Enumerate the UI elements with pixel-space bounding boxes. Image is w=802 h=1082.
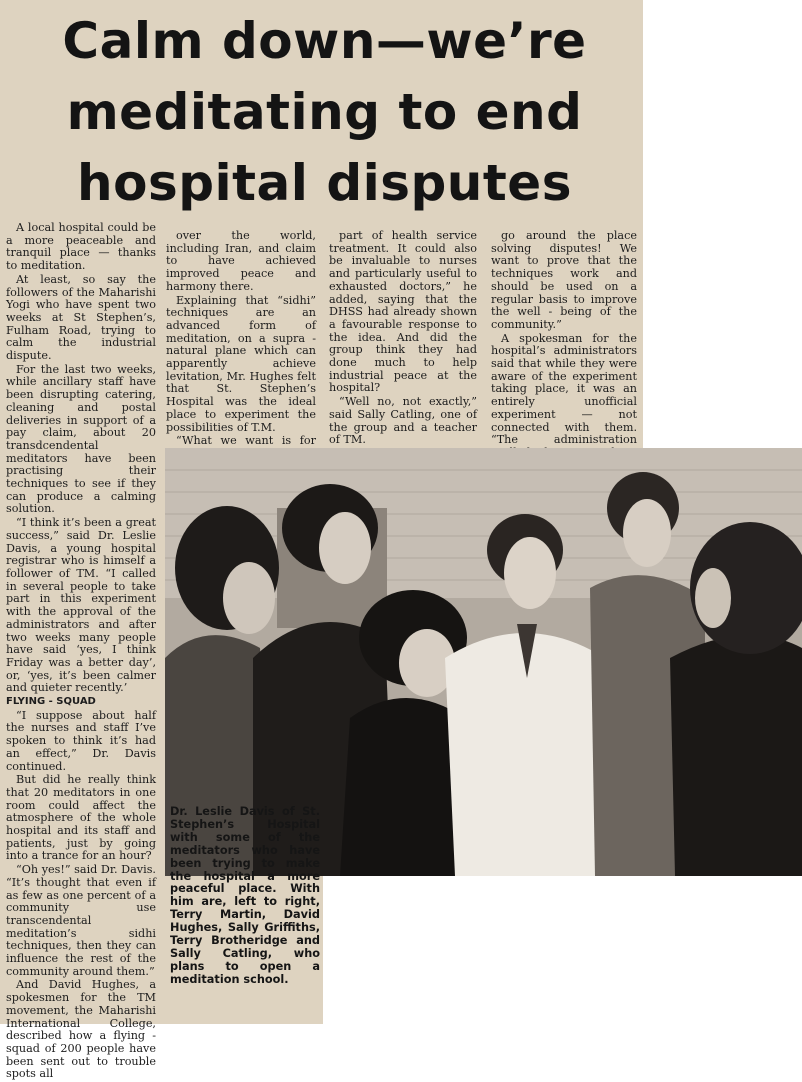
paragraph: “Oh yes!” said Dr. Davis. “It’s thought that even if as few as one percent of a community use transcendental meditation’s sidhi techniques, then they can influence the rest of the community around them.” bbox=[6, 863, 156, 978]
paragraph: “Well no, not exactly,” said Sally Catling, one of the group and a teacher of TM. bbox=[329, 395, 477, 447]
paragraph: A local hospital could be a more peaceable and tranquil place — thanks to meditation. bbox=[6, 221, 156, 273]
paragraph: A spokesman for the hospital’s administrators said that while they were aware of the experiment taking place, it was an entirely unofficial experiment — not connected with them. “The administration bbox=[491, 331, 637, 447]
paragraph: over the world, including Iran, and claim to have achieved improved peace and harmony there. bbox=[166, 229, 316, 293]
subheading: FLYING - SQUAD bbox=[6, 696, 96, 708]
paragraph: But did he really think that 20 meditators in one room could affect the atmosphere of the whole hospital and its staff and patients, just by going into a trance for an hour? bbox=[6, 773, 156, 863]
article-column-3 bbox=[329, 230, 477, 474]
paragraph: “I think it’s been a great success,” said Dr. Leslie Davis, a young hospital registrar who is himself a follower of TM. “I called in several people to take part in this experiment with the approval of the administrators and after two weeks many people have said ‘yes, I think Friday was a better day’, or, ‘yes, it’s been calmer and quieter recently.’ bbox=[6, 516, 156, 695]
headline: Calm down—we’re meditating to end hospital disputes bbox=[62, 12, 587, 212]
paragraph: “What we want is for bbox=[176, 434, 316, 448]
paragraph: Explaining that “sidhi” techniques are an advanced form of meditation, on a supra - natural plane which can apparently achieve levitation, Mr. Hughes felt that St. Stephen’s Hospital was the ideal place to experiment the possibilities of T.M. bbox=[166, 293, 316, 434]
photo-caption: Dr. Leslie Davis of St. Stephen’s Hospital with some of the meditators who have been trying to make the hospital a more peaceful place. With him are, left to right, Terry Martin, David Hughes, Sally Griffiths, Terry Brotheridge and Sally Catling, who plans to open a meditation school. bbox=[170, 805, 320, 986]
paragraph: “I suppose about half the nurses and staff I’ve spoken to think it’s had an effect,” Dr. Davis continued. bbox=[6, 708, 156, 773]
paragraph: And David Hughes, a spokesmen for the TM movement, the Maharishi International College, described how a flying - squad of 200 people have been sent out to trouble spots all bbox=[6, 978, 156, 1081]
paragraph: For the last two weeks, while ancillary staff have been disrupting catering, cleaning and postal deliveries in support of a pay claim, about 20 transdcendental meditators have been practising their techniques to see if they can produce a calming solution. bbox=[6, 362, 156, 516]
paragraph: go around the place solving disputes! We want to prove that the techniques work and should be used on a regular basis to improve the well - being of the community.” bbox=[491, 229, 637, 331]
paragraph: part of health service treatment. It could also be invaluable to nurses and particularly useful to exhausted doctors,” he added, saying that the DHSS had already shown a favourable response to the idea. And did the group think they had done much to help industrial peace at the hospital? bbox=[329, 229, 477, 395]
paragraph: At least, so say the followers of the Maharishi Yogi who have spent two weeks at St Stephen’s, Fulham Road, trying to calm the industrial dispute. bbox=[6, 272, 156, 363]
article-column-1 bbox=[6, 222, 156, 1082]
